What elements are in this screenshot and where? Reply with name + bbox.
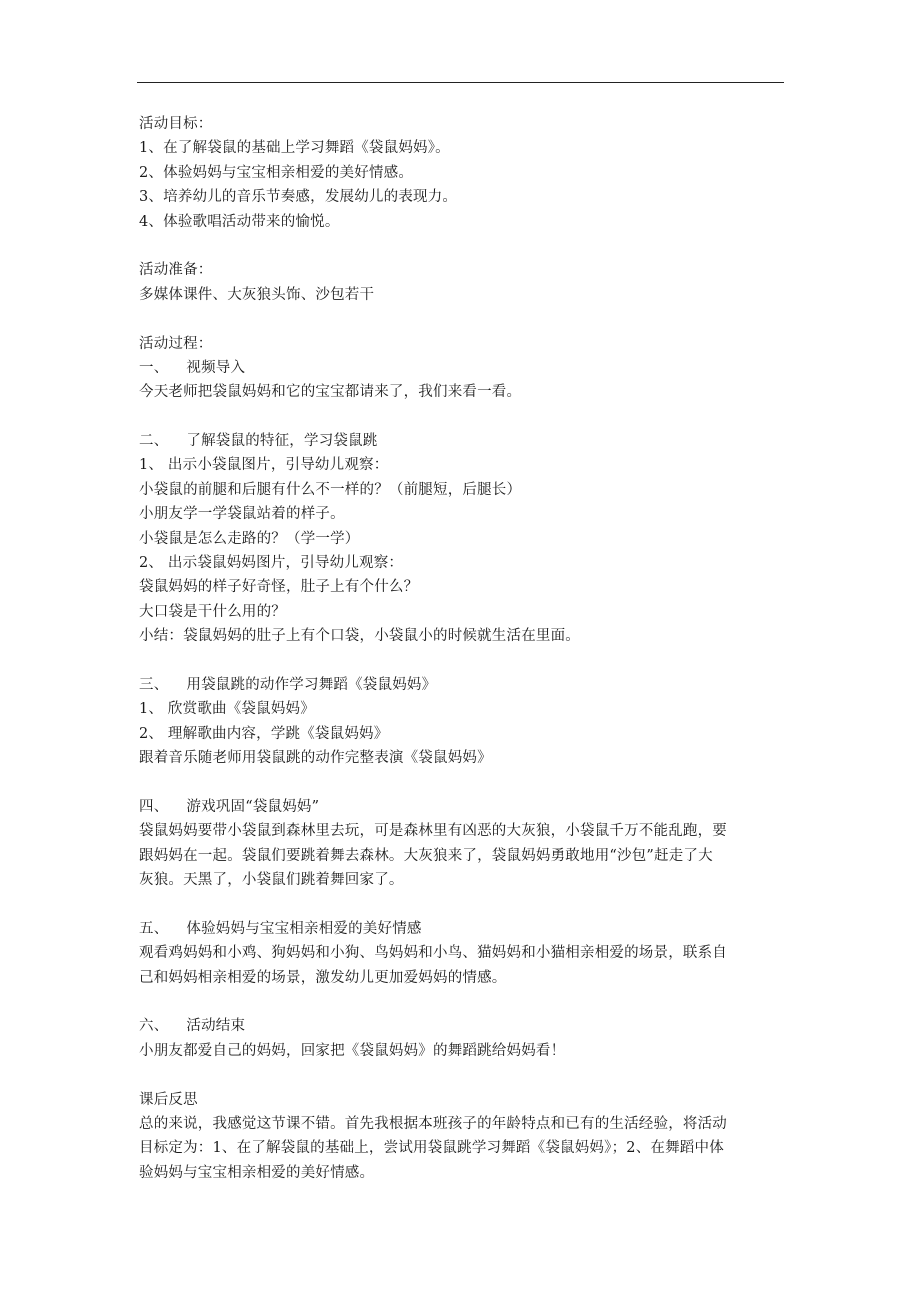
- goal-item: 2、体验妈妈与宝宝相亲相爱的美好情感。: [139, 164, 414, 181]
- section-line: 小朋友都爱自己的妈妈，回家把《袋鼠妈妈》的舞蹈跳给妈妈看！: [139, 1042, 566, 1059]
- section-line: 大口袋是干什么用的？: [139, 603, 286, 620]
- section-line: 小朋友学一学袋鼠站着的样子。: [139, 506, 345, 523]
- document-body: [139, 112, 784, 1185]
- process-heading: 活动过程：: [139, 335, 213, 352]
- section-line: 小袋鼠是怎么走路的？（学一学）: [139, 530, 360, 547]
- spacer: [139, 990, 784, 1014]
- section-line: 小结：袋鼠妈妈的肚子上有个口袋，小袋鼠小的时候就生活在里面。: [139, 628, 580, 645]
- header-rule: [137, 82, 784, 83]
- reflection-line: 总的来说，我感觉这节课不错。首先我根据本班孩子的年龄特点和已有的生活经验，将活动: [139, 1116, 727, 1133]
- section-title-text: 活动结束: [186, 1018, 246, 1035]
- reflection-heading: 课后反思: [139, 1091, 198, 1108]
- preparation-text: 多媒体课件、大灰狼头饰、沙包若干: [139, 286, 375, 303]
- preparation-heading: 活动准备：: [139, 262, 213, 279]
- section-number: 四、: [139, 798, 169, 815]
- spacer: [139, 234, 784, 258]
- section-line: 观看鸡妈妈和小鸡、狗妈妈和小狗、鸟妈妈和小鸟、猫妈妈和小猫相亲相爱的场景，联系自: [139, 945, 727, 962]
- section-line: 2、 出示袋鼠妈妈图片，引导幼儿观察：: [139, 555, 404, 572]
- section-line: 2、 理解歌曲内容，学跳《袋鼠妈妈》: [139, 725, 389, 742]
- spacer: [139, 893, 784, 917]
- section-line: 今天老师把袋鼠妈妈和它的宝宝都请来了，我们来看一看。: [139, 384, 522, 401]
- section-line: 跟着音乐随老师用袋鼠跳的动作完整表演《袋鼠妈妈》: [139, 750, 492, 767]
- section-title-text: 体验妈妈与宝宝相亲相爱的美好情感: [186, 920, 422, 937]
- section-line: 袋鼠妈妈的样子好奇怪，肚子上有个什么？: [139, 579, 419, 596]
- section-title-text: 游戏巩固“袋鼠妈妈”: [186, 798, 320, 815]
- section-line: 己和妈妈相亲相爱的场景，激发幼儿更加爱妈妈的情感。: [139, 969, 507, 986]
- spacer: [139, 1063, 784, 1087]
- section-line: 跟妈妈在一起。袋鼠们要跳着舞去森林。大灰狼来了，袋鼠妈妈勇敢地用“沙包”赶走了大: [139, 847, 713, 864]
- spacer: [139, 307, 784, 331]
- section-title: [139, 1014, 784, 1038]
- goal-item: 3、培养幼儿的音乐节奏感，发展幼儿的表现力。: [139, 189, 458, 206]
- goal-item: 4、体验歌唱活动带来的愉悦。: [139, 213, 340, 230]
- reflection-line: 目标定为：1、在了解袋鼠的基础上，尝试用袋鼠跳学习舞蹈《袋鼠妈妈》；2、在舞蹈中体: [139, 1140, 724, 1157]
- section-title: [139, 795, 784, 819]
- section-title: [139, 917, 784, 941]
- reflection-line: 验妈妈与宝宝相亲相爱的美好情感。: [139, 1164, 375, 1181]
- section-title-text: 用袋鼠跳的动作学习舞蹈《袋鼠妈妈》: [186, 676, 437, 693]
- spacer: [139, 649, 784, 673]
- spacer: [139, 771, 784, 795]
- section-title: [139, 429, 784, 453]
- section-title-text: 视频导入: [186, 359, 246, 376]
- section-number: 三、: [139, 676, 169, 693]
- spacer: [139, 405, 784, 429]
- goals-heading: 活动目标：: [139, 116, 213, 132]
- section-line: 1、 出示小袋鼠图片，引导幼儿观察：: [139, 457, 389, 474]
- goal-item: 1、在了解袋鼠的基础上学习舞蹈《袋鼠妈妈》。: [139, 140, 450, 157]
- section-line: 1、 欣赏歌曲《袋鼠妈妈》: [139, 701, 315, 718]
- section-number: 二、: [139, 433, 169, 450]
- section-title-text: 了解袋鼠的特征，学习袋鼠跳: [186, 433, 378, 450]
- section-title: [139, 356, 784, 380]
- section-number: 六、: [139, 1018, 169, 1035]
- section-line: 袋鼠妈妈要带小袋鼠到森林里去玩，可是森林里有凶恶的大灰狼，小袋鼠千万不能乱跑，要: [139, 823, 727, 840]
- section-line: 小袋鼠的前腿和后腿有什么不一样的？（前腿短，后腿长）: [139, 481, 522, 498]
- section-title: [139, 673, 784, 697]
- section-line: 灰狼。天黑了，小袋鼠们跳着舞回家了。: [139, 872, 404, 889]
- section-number: 五、: [139, 920, 169, 937]
- section-number: 一、: [139, 359, 169, 376]
